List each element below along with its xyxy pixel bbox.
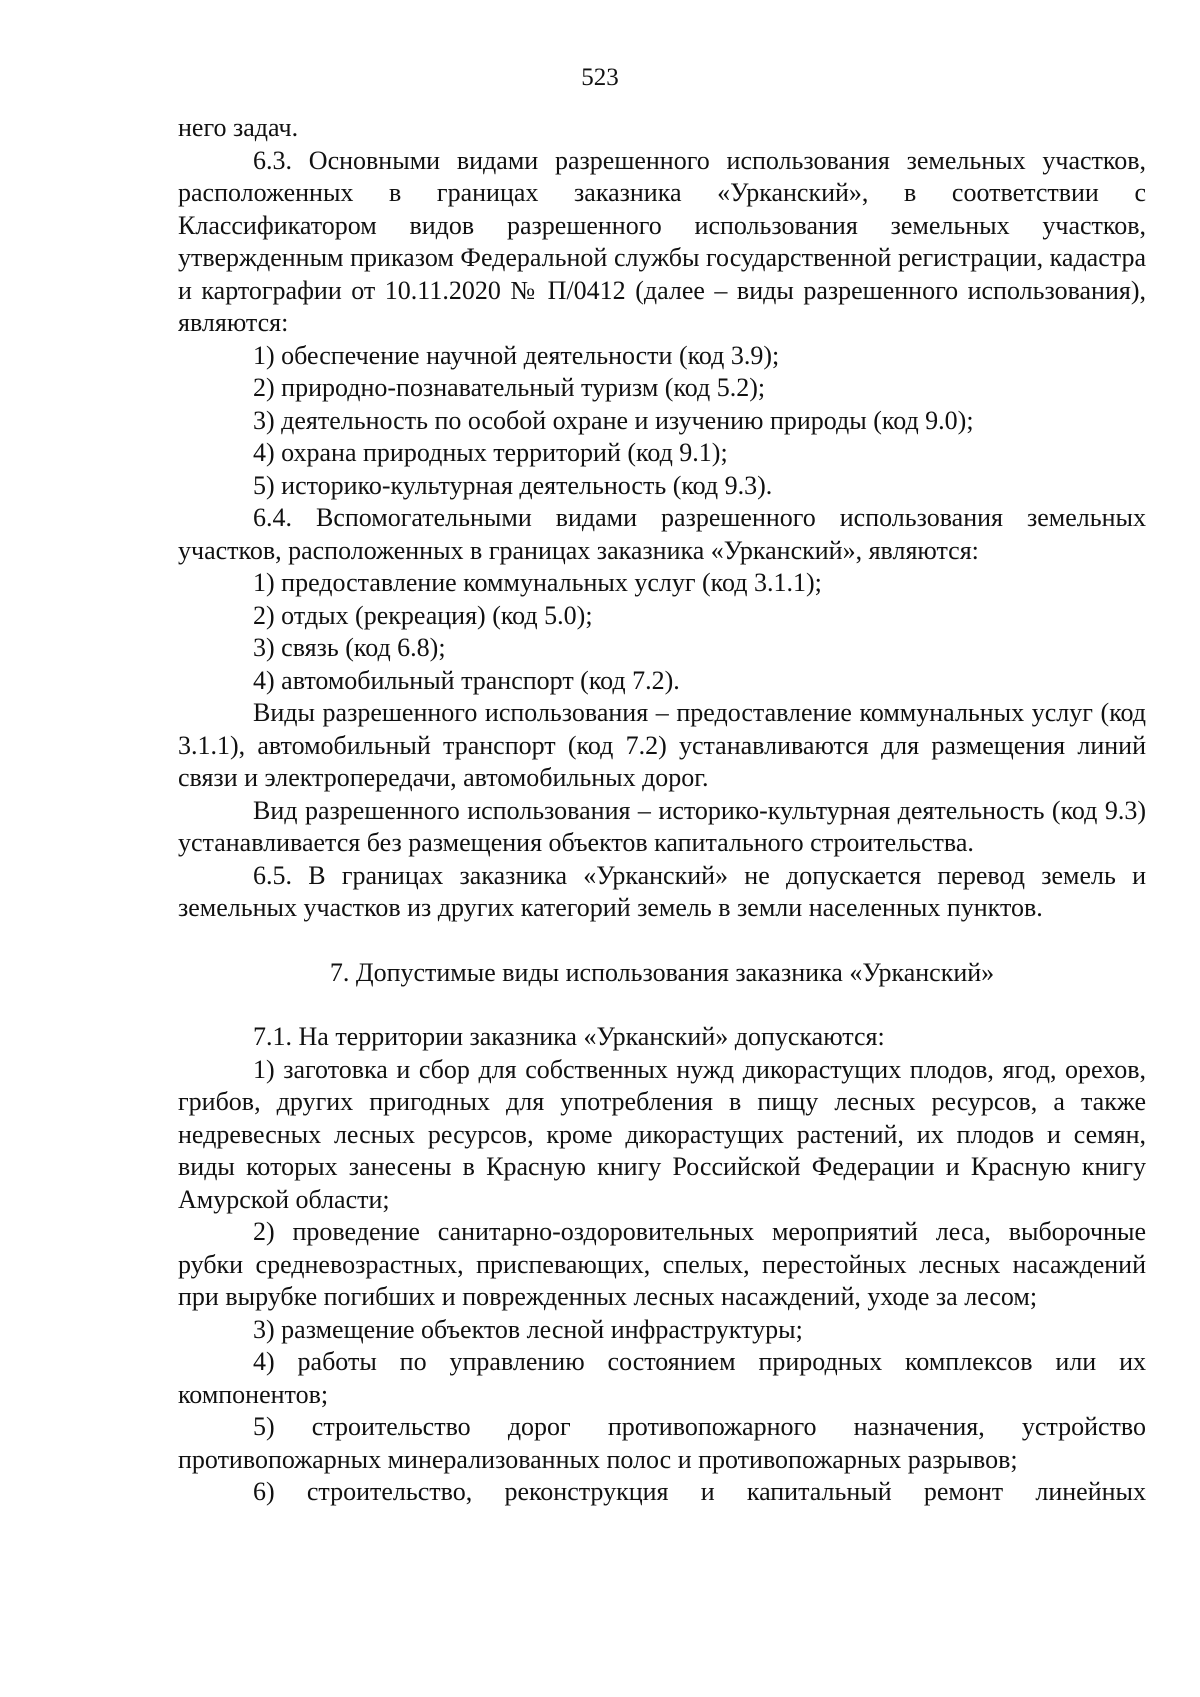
- paragraph-6-4: 6.4. Вспомогательными видами разрешенного использования земельных участков, расположенных в границах заказника «Урканский», являются:: [178, 503, 1146, 565]
- list-item-6-3-3: 3) деятельность по особой охране и изучению природы (код 9.0);: [253, 405, 974, 435]
- list-item-7-1-5: 5) строительство дорог противопожарного назначения, устройство противопожарных минерализованных полос и противопожарных разрывов;: [178, 1412, 1146, 1474]
- list-item-6-3-4: 4) охрана природных территорий (код 9.1);: [253, 438, 728, 467]
- list-item-7-1-1: 1) заготовка и сбор для собственных нужд дикорастущих плодов, ягод, орехов, грибов, других пригодных для употребления в пищу лесных ресурсов, а также недревесных лесных ресурсов, кроме дикорастущих растений, их плодов и семян, виды которых занесены в Красную книгу Российской Федерации и Красную книгу Амурской области;: [178, 1054, 1146, 1214]
- list-item-7-1-4: 4) работы по управлению состоянием природных комплексов или их компонентов;: [178, 1347, 1146, 1409]
- list-item-6-4-3: 3) связь (код 6.8);: [253, 633, 446, 662]
- list-item-6-3-1: 1) обеспечение научной деятельности (код 3.9);: [253, 340, 780, 370]
- list-item-6-4-1: 1) предоставление коммунальных услуг (код 3.1.1);: [253, 568, 822, 597]
- list-item-7-1-3: 3) размещение объектов лесной инфраструктуры;: [253, 1314, 803, 1344]
- paragraph-usage-utilities: Виды разрешенного использования – предоставление коммунальных услуг (код 3.1.1), автомобильный транспорт (код 7.2) устанавливаются для размещения линий связи и электропередачи, автомобильных дорог.: [178, 698, 1146, 792]
- paragraph-7-1: 7.1. На территории заказника «Урканский» допускаются:: [253, 1022, 885, 1051]
- section-heading: 7. Допустимые виды использования заказника «Урканский»: [329, 957, 995, 987]
- paragraph-6-3: 6.3. Основными видами разрешенного использования земельных участков, расположенных в границах заказника «Урканский», в соответствии с Классификатором видов разрешенного использования земельных участков, утвержденным приказом Федеральной службы государственной регистрации, кадастра и картографии от 10.11.2020 № П/0412 (далее – виды разрешенного использования), являются:: [178, 145, 1146, 337]
- list-item-6-3-2: 2) природно-познавательный туризм (код 5.2);: [253, 373, 766, 402]
- paragraph-6-5: 6.5. В границах заказника «Урканский» не допускается перевод земель и земельных участков из других категорий земель в земли населенных пунктов.: [178, 860, 1146, 922]
- list-item-7-1-2: 2) проведение санитарно-оздоровительных мероприятий леса, выборочные рубки средневозрастных, приспевающих, спелых, перестойных лесных насаждений при вырубке погибших и поврежденных лесных насаждений, уходе за лесом;: [178, 1217, 1146, 1311]
- list-item-6-4-4: 4) автомобильный транспорт (код 7.2).: [253, 665, 680, 695]
- list-item-6-3-5: 5) историко-культурная деятельность (код 9.3).: [253, 470, 773, 500]
- list-item-6-4-2: 2) отдых (рекреация) (код 5.0);: [253, 600, 593, 630]
- page-number: 523: [581, 64, 619, 91]
- paragraph-usage-historical: Вид разрешенного использования – историко-культурная деятельность (код 9.3) устанавливается без размещения объектов капитального строительства.: [178, 795, 1146, 857]
- document-body: [178, 112, 1146, 1509]
- list-item-7-1-6: 6) строительство, реконструкция и капитальный ремонт линейных: [253, 1477, 1146, 1506]
- paragraph-continuation: него задач.: [178, 113, 299, 142]
